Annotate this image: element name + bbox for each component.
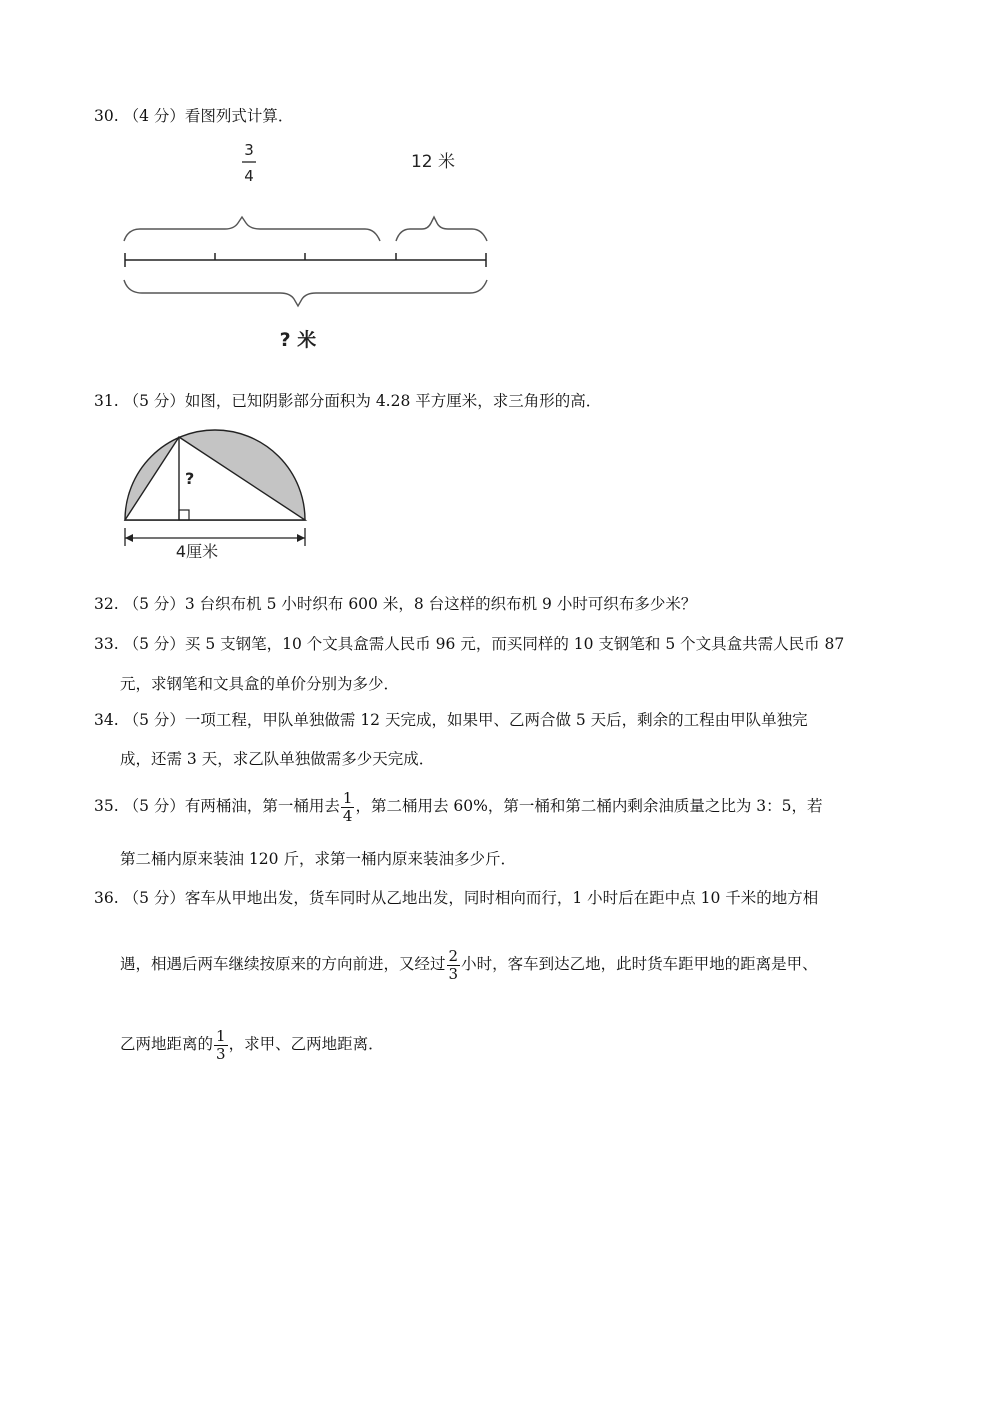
question-number: 31. [94, 392, 119, 410]
question-text-part: 乙两地距离的 [120, 1035, 214, 1053]
question-score: （5 分） [123, 635, 185, 653]
question-36-line3 [120, 1024, 384, 1064]
question-score: （5 分） [123, 797, 185, 815]
question-35-line2: 第二桶内原来装油 120 斤，求第一桶内原来装油多少斤． [120, 850, 516, 868]
fraction-one-third: $\frac{1}{3}$ [216, 1026, 226, 1063]
question-34-line2: 成，还需 3 天，求乙队单独做需多少天完成． [120, 750, 435, 768]
base-length-label: 4厘米 [175, 542, 219, 561]
figure-31-semicircle [115, 430, 325, 565]
question-text-part: 小时，客车到达乙地，此时货车距甲地的距离是甲、 [461, 955, 818, 973]
question-31 [94, 390, 601, 412]
base-arrow-right-head [297, 534, 305, 542]
fraction-numerator: 3 [244, 141, 254, 159]
question-number: 35. [94, 797, 119, 815]
brace-total [124, 280, 487, 306]
question-text: 如图，已知阴影部分面积为 4.28 平方厘米，求三角形的高． [184, 392, 602, 410]
brace-fraction [124, 217, 380, 241]
question-text-line1: 客车从甲地出发，货车同时从乙地出发，同时相向而行，1 小时后在距中点 10 千米的地方相 [184, 889, 819, 907]
question-text-part2: ，第二桶用去 60%，第一桶和第二桶内剩余油质量之比为 3：5，若 [355, 797, 823, 815]
question-score: （4 分） [123, 107, 185, 125]
question-score: （5 分） [123, 392, 185, 410]
fraction-two-thirds: $\frac{2}{3}$ [448, 946, 459, 983]
known-length-label: 12 米 [410, 152, 456, 172]
question-number: 36. [94, 889, 119, 907]
question-number: 33. [94, 635, 119, 653]
question-text: 3 台织布机 5 小时织布 600 米，8 台这样的织布机 9 小时可织布多少米？ [184, 595, 697, 613]
question-text-part1: 有两桶油，第一桶用去 [184, 797, 340, 815]
question-text-part: ，求甲、乙两地距离． [228, 1035, 384, 1053]
question-score: （5 分） [123, 889, 185, 907]
base-arrow-left-head [125, 534, 133, 542]
question-text: 看图列式计算． [184, 107, 294, 125]
question-number: 34. [94, 711, 119, 729]
question-33 [94, 633, 844, 655]
fraction-denominator: 4 [244, 167, 254, 185]
question-number: 30. [94, 107, 119, 125]
question-33-line2: 元，求钢笔和文具盒的单价分别为多少． [120, 675, 400, 693]
brace-known-length [396, 217, 487, 241]
question-text-line1: 买 5 支钢笔，10 个文具盒需人民币 96 元，而买同样的 10 支钢笔和 5 个文具盒共需人民币 87 [184, 635, 845, 653]
question-text-part: 遇，相遇后两车继续按原来的方向前进，又经过 [120, 955, 446, 973]
question-36-line2 [120, 944, 818, 984]
height-question-label: ? [185, 469, 195, 488]
question-36 [94, 887, 818, 909]
question-text-line1: 一项工程，甲队单独做需 12 天完成，如果甲、乙两合做 5 天后，剩余的工程由甲队单独完 [184, 711, 808, 729]
question-30 [94, 105, 293, 127]
question-number: 32. [94, 595, 119, 613]
question-35 [94, 786, 822, 826]
question-34 [94, 709, 808, 731]
question-32 [94, 593, 696, 615]
unknown-length-label: ? 米 [279, 329, 317, 351]
figure-30-line-diagram [110, 135, 510, 355]
fraction-one-quarter: $\frac{1}{4}$ [342, 788, 353, 825]
question-score: （5 分） [123, 595, 185, 613]
question-score: （5 分） [123, 711, 185, 729]
